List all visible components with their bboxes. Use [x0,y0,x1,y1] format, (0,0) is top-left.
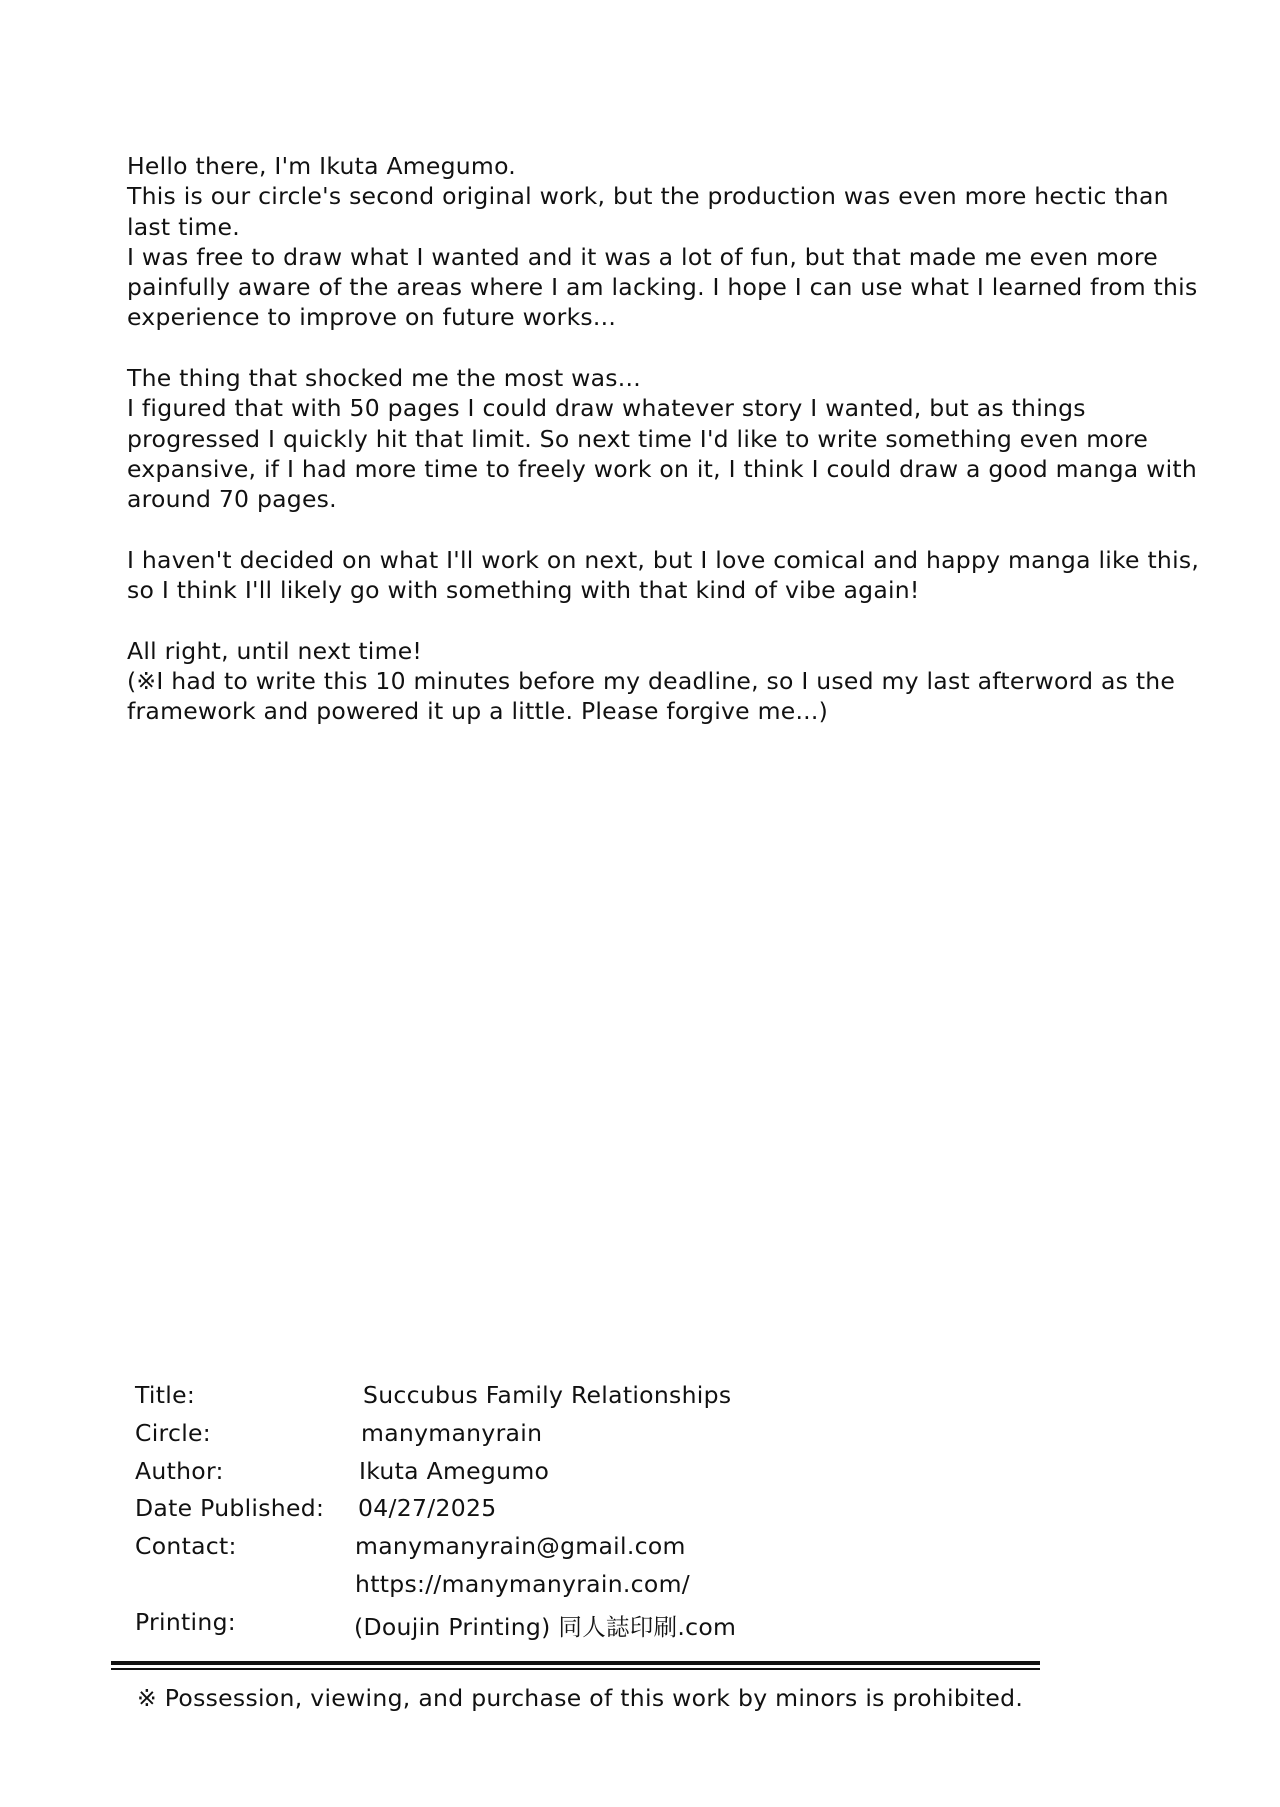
afterword-paragraph [127,545,1207,606]
divider-thick-line [111,1661,1040,1665]
colophon-value: manymanyrain [361,1418,543,1447]
afterword-line: This is our circle's second original work, but the production was even more hectic than last time. [127,182,1169,241]
afterword-line: (※I had to write this 10 minutes before my deadline, so I used my last afterword as the framework and powered it up a little. Please forgive me...) [127,667,1176,726]
colophon-value: Ikuta Amegumo [359,1456,550,1485]
double-rule-divider [111,1661,1040,1670]
colophon-label: Title: [135,1381,196,1409]
colophon-label: Circle: [135,1418,212,1447]
afterword-line: The thing that shocked me the most was... [127,364,641,393]
colophon-value: Succubus Family Relationships [363,1381,732,1409]
colophon-value: (Doujin Printing) 同人誌印刷.com [354,1612,737,1641]
colophon-value: https://manymanyrain.com/ [355,1569,690,1598]
afterword-line: I figured that with 50 pages I could draw whatever story I wanted, but as things progressed I quickly hit that limit. So next time I'd like to write something even more expansive, if I had more time to freely work on it, I think I could draw a good manga with around 70 pages. [127,394,1198,514]
colophon-value: manymanyrain@gmail.com [355,1532,686,1561]
colophon-label: Date Published: [135,1494,325,1523]
colophon-value: 04/27/2025 [358,1494,497,1523]
afterword-paragraph [127,636,1207,727]
colophon-label: Author: [135,1456,224,1485]
afterword-line: I haven't decided on what I'll work on next, but I love comical and happy manga like this, so I think I'll likely go with something with that kind of vibe again! [127,545,1200,605]
divider-thin-line [111,1668,1040,1670]
afterword-line: I was free to draw what I wanted and it was a lot of fun, but that made me even more painfully aware of the areas where I am lacking. I hope I can use what I learned from this experience to improve on future works... [127,242,1198,332]
afterword-text [127,151,1207,757]
colophon-label: Printing: [135,1607,237,1636]
minors-notice: ※ Possession, viewing, and purchase of this work by minors is prohibited. [137,1684,1024,1712]
afterword-paragraph [127,151,1207,333]
afterword-line: Hello there, I'm Ikuta Amegumo. [127,152,517,180]
afterword-line: All right, until next time! [127,636,423,665]
afterword-paragraph [127,363,1207,514]
colophon-label: Contact: [135,1532,237,1561]
